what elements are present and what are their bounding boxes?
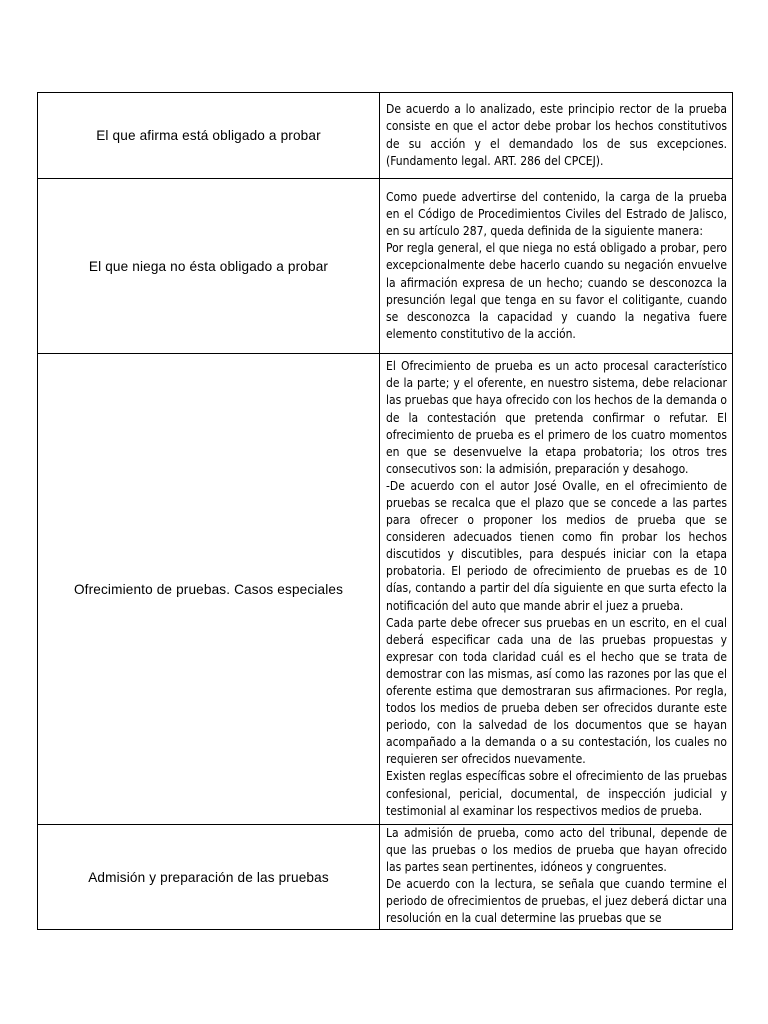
paragraph: Por regla general, el que niega no está obligado a probar, pero excepcionalmente debe hacerlo cuando su negación envuelve la afirmación expresa de un hecho; cuando se desconozca la presunción legal que tenga en su favor el colitigante, cuando se desconozca la capacidad y cuando la negativa fuere elemento constitutivo de la acción. — [386, 241, 727, 341]
row-description — [380, 179, 733, 354]
table-row — [38, 354, 733, 825]
row-term: Ofrecimiento de pruebas. Casos especiales — [38, 354, 380, 825]
row-description — [380, 93, 733, 179]
paragraph: El Ofrecimiento de prueba es un acto procesal característico de la parte; y el oferente, en nuestro sistema, debe relacionar las pruebas que haya ofrecido con los hechos de la demanda o de la contestación que pretenda confirmar o refutar. El ofrecimiento de prueba es el primero de los cuatro momentos en que se desenvuelve la etapa probatoria; los otros tres consecutivos son: la admisión, preparación y desahogo. — [386, 359, 728, 476]
paragraph: De acuerdo con la lectura, se señala que cuando termine el periodo de ofrecimientos de pruebas, el juez deberá dictar una resolución en la cual determine las pruebas que se — [386, 877, 727, 926]
paragraph: Como puede advertirse del contenido, la carga de la prueba en el Código de Procedimientos Civiles del Estrado de Jalisco, en su artículo 287, queda definida de la siguiente manera: — [386, 190, 727, 239]
paragraph: -De acuerdo con el autor José Ovalle, en el ofrecimiento de pruebas se recalca que el plazo que se concede a las partes para ofrecer o proponer los medios de prueba que se consideren adecuados tienen como fin probar los hechos discutidos y discutibles, para después iniciar con la etapa probatoria. El periodo de ofrecimiento de pruebas es de 10 días, contando a partir del día siguiente en que surta efecto la notificación del auto que mande abrir el juez a prueba. — [386, 478, 727, 613]
paragraph: Existen reglas específicas sobre el ofrecimiento de las pruebas confesional, pericial, documental, de inspección judicial y testimonial al examinar los respectivos medios de prueba. — [386, 769, 727, 818]
row-description — [380, 825, 733, 930]
row-term: El que afirma está obligado a probar — [38, 93, 380, 179]
table-row — [38, 179, 733, 354]
concepts-table — [37, 92, 733, 930]
description-clip — [386, 825, 727, 929]
table-row — [38, 93, 733, 179]
row-description — [380, 354, 733, 825]
paragraph: De acuerdo a lo analizado, este principio rector de la prueba consiste en que el actor debe probar los hechos constitutivos de su acción y el demandado los de sus excepciones. (Fundamento legal. ART. 286 del CPCEJ). — [386, 102, 727, 168]
paragraph: Cada parte debe ofrecer sus pruebas en un escrito, en el cual deberá especificar cada una de las pruebas propuestas y expresar con toda claridad cuál es el hecho que se trata de demostrar con las mismas, así como las razones por las que el oferente estima que demostraran sus afirmaciones. Por regla, todos los medios de prueba deben ser ofrecidos durante este periodo, con la salvedad de los documentos que se hayan acompañado a la demanda o a su contestación, los cuales no requieren ser ofrecidos nuevamente. — [386, 615, 727, 767]
row-term: Admisión y preparación de las pruebas — [38, 825, 380, 930]
row-term: El que niega no ésta obligado a probar — [38, 179, 380, 354]
table-row — [38, 825, 733, 930]
paragraph: La admisión de prueba, como acto del tribunal, depende de que las pruebas o los medios de prueba que hayan ofrecido las partes sean pertinentes, idóneos y congruentes. — [386, 826, 727, 875]
